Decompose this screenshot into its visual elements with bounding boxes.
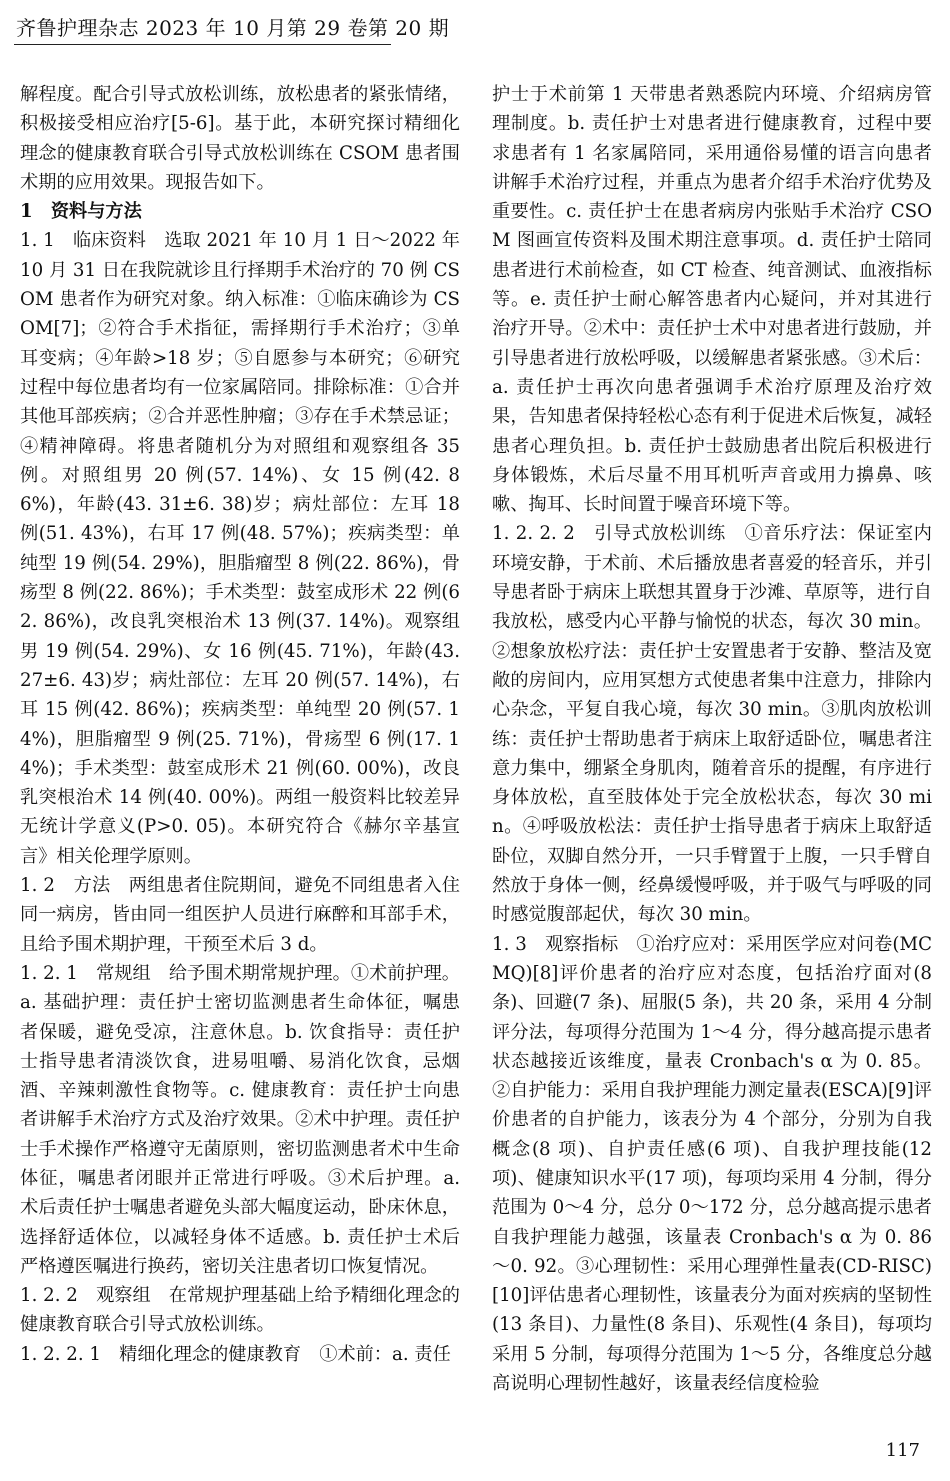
- page-number: 117: [885, 1440, 920, 1461]
- paragraph: 1. 2. 2. 2 引导式放松训练 ①音乐疗法：保证室内环境安静，于术前、术后播放患者喜爱的轻音乐，并引导患者卧于病床上联想其置身于沙滩、草原等，进行自我放松，感受内心平静与愉悦的状态，每次 30 min。②想象放松疗法：责任护士安置患者于安静、整洁及宽敞的房间内，应用冥想方式使患者集中注意力，排除内心杂念，平复自我心境，每次 30 min。③肌肉放松训练：责任护士帮助患者于病床上取舒适卧位，嘱患者注意力集中，绷紧全身肌肉，随着音乐的提醒，有序进行身体放松，直至肢体处于完全放松状态，每次 30 min。④呼吸放松法：责任护士指导患者于病床上取舒适卧位，双脚自然分开，一只手臂置于上腹，一只手臂自然放于身体一侧，经鼻缓慢呼吸，并于吸气与呼吸的同时感觉腹部起伏，每次 30 min。: [492, 523, 932, 926]
- paragraph: 1. 2. 2. 1 精细化理念的健康教育 ①术前：a. 责任: [20, 1343, 451, 1365]
- section-heading: 1 资料与方法: [20, 201, 142, 223]
- paragraph: 护士于术前第 1 天带患者熟悉院内环境、介绍病房管理制度。b. 责任护士对患者进行健康教育，过程中要求患者有 1 名家属陪同，采用通俗易懂的语言向患者讲解手术治疗过程，并重点为患者介绍手术治疗优势及重要性。c. 责任护士在患者病房内张贴手术治疗 CSOM 图画宣传资料及围术期注意事项。d. 责任护士陪同患者进行术前检查，如 CT 检查、纯音测试、血液指标等。e. 责任护士耐心解答患者内心疑问，并对其进行治疗开导。②术中：责任护士术中对患者进行鼓励，并引导患者进行放松呼吸，以缓解患者紧张感。③术后：a. 责任护士再次向患者强调手术治疗原理及治疗效果，告知患者保持轻松心态有利于促进术后恢复，减轻患者心理负担。b. 责任护士鼓励患者出院后积极进行身体锻炼，术后尽量不用耳机听声音或用力擤鼻、咳嗽、掏耳、长时间置于噪音环境下等。: [492, 84, 932, 516]
- header-rule: [14, 44, 391, 45]
- paragraph: 1. 2. 2 观察组 在常规护理基础上给予精细化理念的健康教育联合引导式放松训练。: [20, 1285, 460, 1336]
- journal-header: 齐鲁护理杂志 2023 年 10 月第 29 卷第 20 期: [16, 16, 450, 40]
- paragraph: 1. 2. 1 常规组 给予围术期常规护理。①术前护理。a. 基础护理：责任护士密切监测患者生命体征，嘱患者保暖，避免受凉，注意休息。b. 饮食指导：责任护士指导患者清淡饮食，进易咀嚼、易消化饮食，忌烟酒、辛辣刺激性食物等。c. 健康教育：责任护士向患者讲解手术治疗方式及治疗效果。②术中护理。责任护士手术操作严格遵守无菌原则，密切监测患者术中生命体征，嘱患者闭眼并正常进行呼吸。③术后护理。a. 术后责任护士嘱患者避免头部大幅度运动，卧床休息，选择舒适体位，以减轻身体不适感。b. 责任护士术后严格遵医嘱进行换药，密切关注患者切口恢复情况。: [20, 962, 460, 1277]
- paragraph: 1. 2 方法 两组患者住院期间，避免不同组患者入住同一病房，皆由同一组医护人员进行麻醉和耳部手术，且给予围术期护理，干预至术后 3 d。: [20, 875, 460, 955]
- paragraph: 1. 1 临床资料 选取 2021 年 10 月 1 日～2022 年 10 月 31 日在我院就诊且行择期手术治疗的 70 例 CSOM 患者作为研究对象。纳入标准：①临床确诊为 CSOM[7]；②符合手术指征，需择期行手术治疗；③单耳变病；④年龄>18 岁；⑤自愿参与本研究；⑥研究过程中每位患者均有一位家属陪同。排除标准：①合并其他耳部疾病；②合并恶性肿瘤；③存在手术禁忌证；④精神障碍。将患者随机分为对照组和观察组各 35 例。对照组男 20 例(57. 14%)、女 15 例(42. 86%)，年龄(43. 31±6. 38)岁；病灶部位：左耳 18 例(51. 43%)，右耳 17 例(48. 57%)；疾病类型：单纯型 19 例(54. 29%)，胆脂瘤型 8 例(22. 86%)，骨疡型 8 例(22. 86%)；手术类型：鼓室成形术 22 例(62. 86%)，改良乳突根治术 13 例(37. 14%)。观察组男 19 例(54. 29%)、女 16 例(45. 71%)，年龄(43. 27±6. 43)岁；病灶部位：左耳 20 例(57. 14%)，右耳 15 例(42. 86%)；疾病类型：单纯型 20 例(57. 14%)，胆脂瘤型 9 例(25. 71%)，骨疡型 6 例(17. 14%)；手术类型：鼓室成形术 21 例(60. 00%)，改良乳突根治术 14 例(40. 00%)。两组一般资料比较差异无统计学意义(P>0. 05)。本研究符合《赫尔辛基宣言》相关伦理学原则。: [20, 230, 460, 867]
- right-column: [492, 80, 932, 1398]
- paragraph: 1. 3 观察指标 ①治疗应对：采用医学应对问卷(MCMQ)[8]评价患者的治疗应对态度，包括治疗面对(8 条)、回避(7 条)、屈服(5 条)，共 20 条，采用 4 分制评分法，每项得分范围为 1～4 分，得分越高提示患者状态越接近该维度，量表 Cronbach's α 为 0. 85。②自护能力：采用自我护理能力测定量表(ESCA)[9]评价患者的自护能力，该表分为 4 个部分，分别为自我概念(8 项)、自护责任感(6 项)、自我护理技能(12 项)、健康知识水平(17 项)，每项均采用 4 分制，得分范围为 0～4 分，总分 0～172 分，总分越高提示患者自我护理能力越强，该量表 Cronbach's α 为 0. 86～0. 92。③心理韧性：采用心理弹性量表(CD-RISC)[10]评估患者心理韧性，该量表分为面对疾病的坚韧性(13 条目)、力量性(8 条目)、乐观性(4 条目)，每项均采用 5 分制，每项得分范围为 1～5 分，各维度总分越高说明心理韧性越好，该量表经信度检验: [492, 933, 932, 1395]
- paragraph: 解程度。配合引导式放松训练，放松患者的紧张情绪，积极接受相应治疗[5-6]。基于此，本研究探讨精细化理念的健康教育联合引导式放松训练在 CSOM 患者围术期的应用效果。现报告如下。: [20, 84, 460, 193]
- left-column: [20, 80, 460, 1369]
